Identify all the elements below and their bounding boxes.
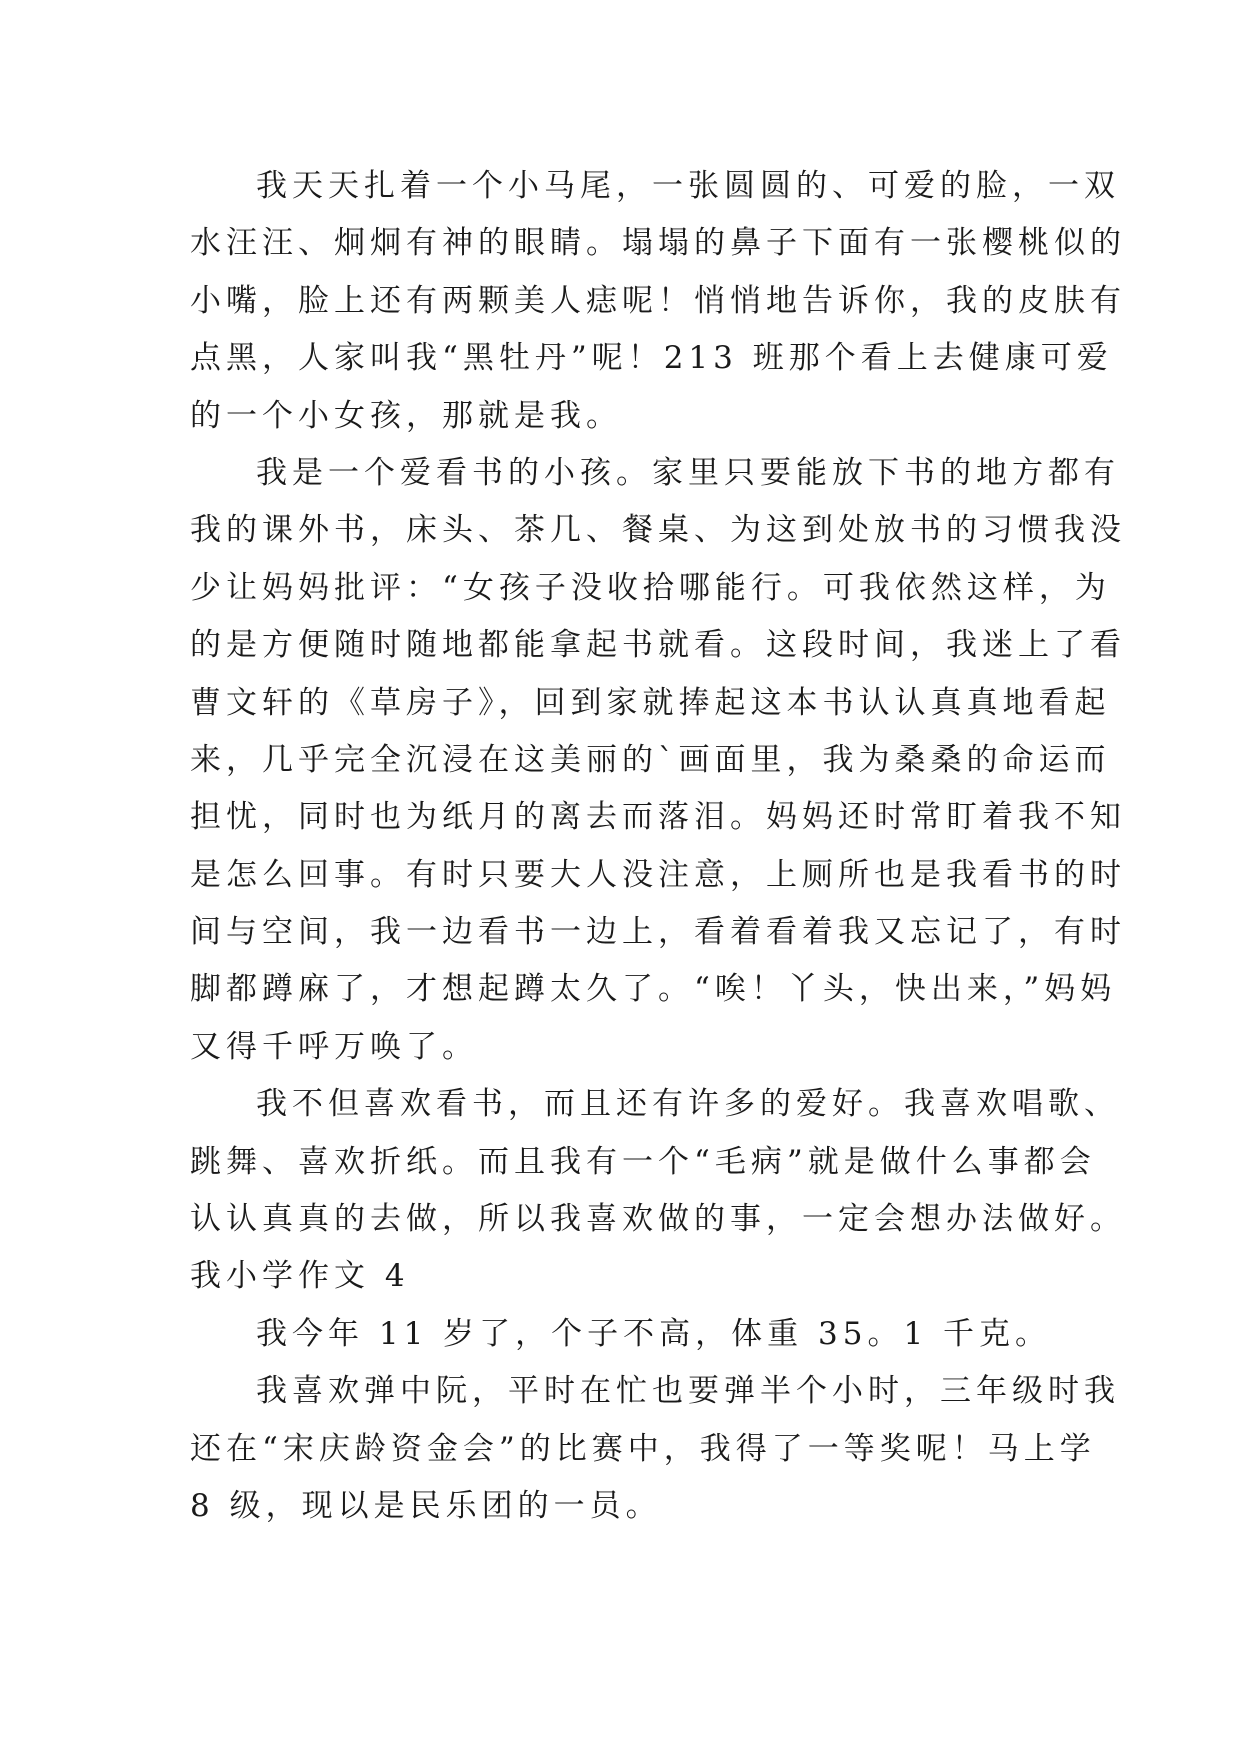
paragraph <box>190 1363 1120 1535</box>
text-line: 间与空间，我一边看书一边上，看着看着我又忘记了，有时 <box>190 914 1126 951</box>
text-line: 小嘴，脸上还有两颗美人痣呢！悄悄地告诉你，我的皮肤有 <box>190 282 1126 319</box>
text-line: 我天天扎着一个小马尾，一张圆圆的、可爱的脸，一双 <box>256 168 1120 204</box>
text-line: 还在“宋庆龄资金会”的比赛中，我得了一等奖呢！马上学 <box>190 1430 1096 1467</box>
text-line: 脚都蹲麻了，才想起蹲太久了。“唉！丫头，快出来，”妈妈 <box>190 971 1117 1008</box>
essay-body <box>190 158 1126 1535</box>
text-line: 我的课外书，床头、茶几、餐桌、为这到处放书的习惯我没 <box>190 512 1126 549</box>
text-line: 又得千呼万唤了。 <box>190 1028 478 1065</box>
text-line: 曹文轩的《草房子》，回到家就捧起这本书认认真真地看起 <box>190 684 1111 721</box>
text-line: 的是方便随时随地都能拿起书就看。这段时间，我迷上了看 <box>190 627 1126 664</box>
paragraph <box>190 1306 1070 1363</box>
paragraph <box>190 158 1126 445</box>
text-line: 认认真真的去做，所以我喜欢做的事，一定会想办法做好。 <box>190 1201 1126 1238</box>
text-line: 少让妈妈批评：“女孩子没收拾哪能行。可我依然这样，为 <box>190 569 1111 606</box>
text-line: 我是一个爱看书的小孩。家里只要能放下书的地方都有 <box>256 454 1120 491</box>
heading-line: 我小学作文 4 <box>190 1258 410 1295</box>
paragraph <box>190 1076 1126 1248</box>
text-line: 我不但喜欢看书，而且还有许多的爱好。我喜欢唱歌、 <box>256 1086 1120 1123</box>
text-line: 8 级，现以是民乐团的一员。 <box>190 1487 662 1524</box>
text-line: 跳舞、喜欢折纸。而且我有一个“毛病”就是做什么事都会 <box>190 1143 1096 1180</box>
text-line: 水汪汪、炯炯有神的眼睛。塌塌的鼻子下面有一张樱桃似的 <box>190 225 1126 262</box>
paragraph <box>190 445 1126 1076</box>
text-line: 我喜欢弹中阮，平时在忙也要弹半个小时，三年级时我 <box>256 1373 1120 1410</box>
text-line: 的一个小女孩，那就是我。 <box>190 397 622 434</box>
text-line: 是怎么回事。有时只要大人没注意，上厕所也是我看书的时 <box>190 856 1126 893</box>
section-heading <box>190 1248 1070 1305</box>
text-line: 我今年 11 岁了，个子不高，体重 35。1 千克。 <box>256 1315 1052 1352</box>
text-line: 点黑，人家叫我“黑牡丹”呢！213 班那个看上去健康可爱 <box>190 340 1113 377</box>
text-line: 来，几乎完全沉浸在这美丽的`画面里，我为桑桑的命运而 <box>190 741 1111 778</box>
text-line: 担忧，同时也为纸月的离去而落泪。妈妈还时常盯着我不知 <box>190 799 1126 836</box>
